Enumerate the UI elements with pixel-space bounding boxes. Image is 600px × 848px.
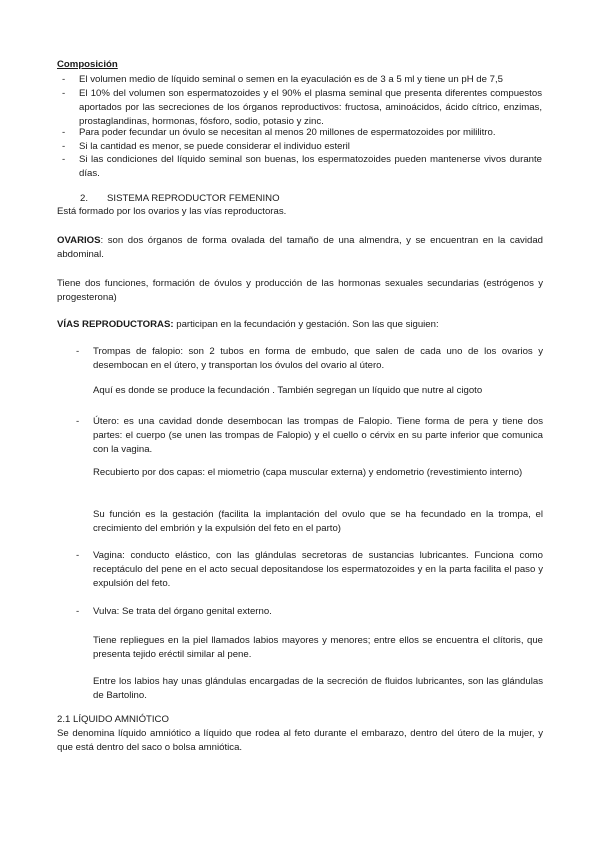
- ovarios-text: : son dos órganos de forma ovalada del tamaño de una almendra, y se encuentran en la cavidad abdominal.: [57, 235, 543, 260]
- ovarios-functions: Tiene dos funciones, formación de óvulos y producción de las hormonas sexuales secundarias (estrógenos y progesterona): [57, 278, 543, 303]
- section-title: SISTEMA REPRODUCTOR FEMENINO: [107, 193, 280, 204]
- amniotico-title: 2.1 LÍQUIDO AMNIÓTICO: [57, 714, 169, 725]
- vias-text: participan en la fecundación y gestación. Son las que siguien:: [173, 319, 439, 330]
- vulva-text: Vulva: Se trata del órgano genital externo.: [93, 606, 272, 617]
- composicion-item-2: El 10% del volumen son espermatozoides y el 90% el plasma seminal que presenta diferentes compuestos aportados por las secreciones de los órganos reproductivos: fructosa, aminoácidos, ácido cítrico, enzimas, prostaglandinas, hormonas, fósforo, sodio, potasio y zinc.: [79, 88, 542, 127]
- composicion-item-3: Para poder fecundar un óvulo se necesitan al menos 20 millones de espermatozoides por mililitro.: [79, 127, 496, 138]
- trompas-text: Trompas de falopio: son 2 tubos en forma de embudo, que salen de cada uno de los ovarios y desembocan en el útero, y transportan los óvulos del ovario al útero.: [93, 346, 543, 371]
- vias-term: VÍAS REPRODUCTORAS:: [57, 319, 174, 330]
- trompas-note: Aquí es donde se produce la fecundación . También segregan un líquido que nutre al cigoto: [93, 385, 483, 396]
- utero-capas: Recubierto por dos capas: el miometrio (capa muscular externa) y endometrio (revestimiento interno): [93, 467, 523, 478]
- vulva-glandulas: Entre los labios hay unas glándulas encargadas de la secreción de fluidos lubricantes, son las glándulas de Bartolino.: [93, 676, 543, 701]
- bullet-dash: -: [76, 346, 80, 357]
- ovarios-term: OVARIOS: [57, 235, 101, 246]
- composicion-item-5: Si las condiciones del líquido seminal son buenas, los espermatozoides pueden mantenerse vivos durante días.: [79, 154, 542, 179]
- bullet-dash: -: [76, 550, 80, 561]
- ovarios-paragraph: [57, 234, 543, 262]
- utero-text: Útero: es una cavidad donde desembocan las trompas de Falopio. Tiene forma de pera y tiene dos partes: el cuerpo (se unen las trompas de Falopio) y el cuello o cérvix en su parte inferior que comunica con la vagina.: [93, 416, 543, 455]
- vagina-text: Vagina: conducto elástico, con las glándulas secretoras de sustancias lubricantes. Funciona como receptáculo del pene en el acto secual depositandose los espermatozoides y en la parta facilita el paso y expulsión del feto.: [93, 550, 543, 589]
- bullet-dash: -: [76, 416, 80, 427]
- vulva-labios: Tiene repliegues en la piel llamados labios mayores y menores; entre ellos se encuentra el clítoris, que presenta tejido eréctil similar al pene.: [93, 635, 543, 660]
- amniotico-text: Se denomina líquido amniótico a líquido que rodea al feto durante el embarazo, dentro del útero de la mujer, y que está dentro del saco o bolsa amniótica.: [57, 728, 543, 753]
- bullet-dash: -: [62, 88, 66, 99]
- composicion-item-1: El volumen medio de líquido seminal o semen en la eyaculación es de 3 a 5 ml y tiene un pH de 7,5: [79, 74, 503, 85]
- bullet-dash: -: [62, 127, 66, 138]
- bullet-dash: -: [62, 74, 66, 85]
- section-number: 2.: [80, 193, 89, 204]
- utero-funcion: Su función es la gestación (facilita la implantación del ovulo que se ha fecundado en la trompa, el crecimiento del embrión y la expulsión del feto en el parto): [93, 509, 543, 534]
- bullet-dash: -: [76, 606, 80, 617]
- composicion-heading: Composición: [57, 59, 118, 70]
- composicion-item-4: Si la cantidad es menor, se puede considerar el individuo esteril: [79, 141, 350, 152]
- bullet-dash: -: [62, 154, 66, 165]
- vias-paragraph: [57, 318, 543, 332]
- bullet-dash: -: [62, 141, 66, 152]
- section-intro: Está formado por los ovarios y las vías reproductoras.: [57, 206, 287, 217]
